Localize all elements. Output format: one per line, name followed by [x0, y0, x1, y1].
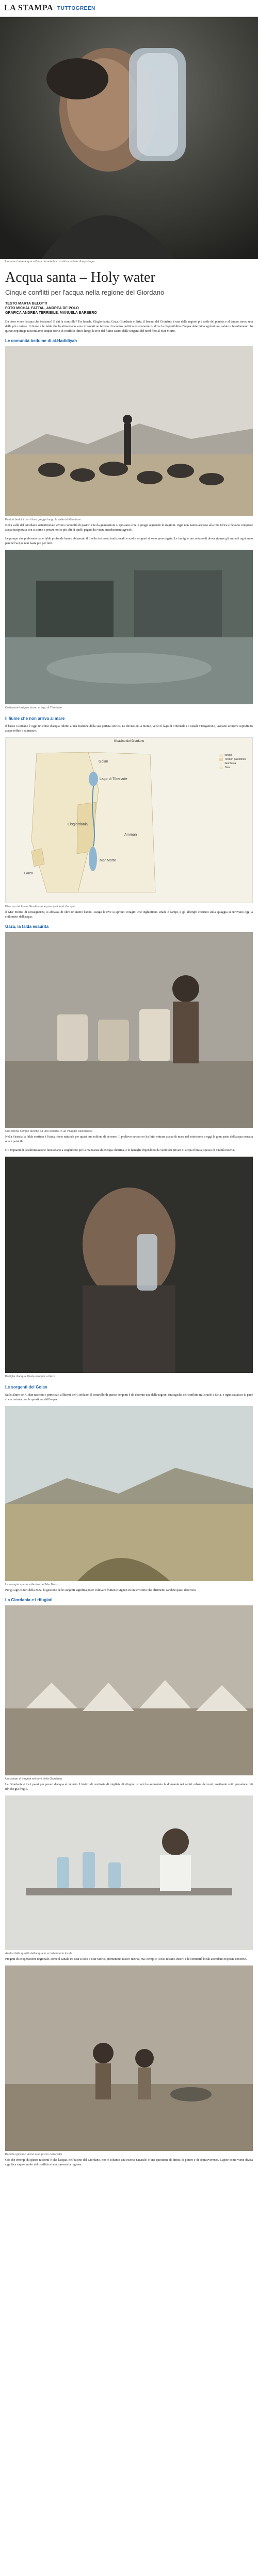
section-heading: Le comunità beduine di al-Hadidiyah — [5, 338, 77, 343]
legend-item: Territori palestinesi — [219, 757, 246, 761]
body-paragraph: Nella valle del Giordano settentrionale vivono comunità di pastori che da generazioni si spostano con le greggi seguendo le stagioni. Oggi non hanno accesso alla rete idrica e devono comprare acqua trasportata con cisterne a prezzi molto più alti di quelli pagati dai vicini insediamenti agricoli. — [5, 523, 253, 532]
lab-photo — [5, 1795, 253, 1950]
section-heading: Le sorgenti del Golan — [5, 1385, 47, 1389]
logo: LA STAMPA — [4, 4, 54, 12]
body-paragraph: Progetti di cooperazione regionale, come il canale tra Mar Rosso e Mar Morto, promettono nuove risorse, ma i tempi e i costi restano incerti e le comunità locali attendono risposte concrete. — [5, 1957, 247, 1961]
hero-caption: Un uomo beve acqua a Gaza durante la crisi idrica — foto di reportage — [5, 260, 94, 263]
map-place-label: Cisgiordania — [68, 823, 88, 826]
closing-photo — [5, 1965, 253, 2151]
body-paragraph: Il basso Giordano è oggi un corso d'acqua ridotto a una frazione della sua portata storica. Le deviazioni a monte, verso il lago di Tiberiade e i canali d'irrigazione, lasciano scorrere soprattutto acque reflue e salmastre. — [5, 724, 253, 733]
body-paragraph: Nella Striscia la falda costiera è l'unica fonte naturale per quasi due milioni di persone. Il prelievo eccessivo ha fatto entrare acqua di mare nel sottosuolo e oggi la gran parte dell'acqua estratta non è potabile. — [5, 1135, 253, 1143]
legend-item: Israele — [219, 753, 246, 757]
section-heading: Il fiume che non arriva al mare — [5, 716, 65, 721]
map-legend — [219, 753, 246, 770]
photo-caption: Pastori beduini con il loro gregge lungo la valle del Giordano — [5, 518, 81, 521]
section-heading: Gaza, la falda esaurita — [5, 924, 49, 929]
body-paragraph: Il Mar Morto, di conseguenza, si abbassa di oltre un metro l'anno. Lungo le rive si aprono voragini che inghiottono strade e campi, e gli alberghi costruiti sulla spiaggia si ritrovano oggi a chilometri dall'acqua. — [5, 910, 253, 919]
article-title: Acqua santa – Holy water — [5, 269, 155, 285]
map-place-label: Golan — [99, 760, 108, 764]
landscape-photo — [5, 1406, 253, 1581]
photo-caption: Bottiglie d'acqua filtrata vendute a Gaza — [5, 1375, 56, 1378]
body-paragraph: Gli impianti di desalinizzazione funzionano a singhiozzo per la mancanza di energia elettrica, e le famiglie dipendono da venditori privati di acqua filtrata, spesso di qualità incerta. — [5, 1148, 235, 1152]
credit-graphics: GRAFICA ANDREA TERRIBILE, MANUELA BARBERO — [5, 311, 97, 315]
map-place-label: Gaza — [24, 872, 33, 875]
camp-photo — [5, 1605, 253, 1775]
map-title: Il bacino del Giordano — [114, 740, 144, 743]
photo-caption: Coltivazioni irrigate vicino al lago di Tiberiade — [5, 706, 62, 709]
credits — [5, 301, 253, 315]
photo-caption: Analisi della qualità dell'acqua in un laboratorio locale — [5, 1952, 73, 1955]
photo-caption: Le voragini aperte sulle rive del Mar Morto — [5, 1583, 58, 1586]
legend-item: Siria — [219, 766, 246, 770]
map-place-label: Lago di Tiberiade — [100, 777, 127, 781]
body-paragraph: Le pompe che prelevano dalle falde profonde hanno abbassato il livello dei pozzi tradizionali, e molte sorgenti si sono prosciugate. Le famiglie raccontano di dover ridurre gli animali ogni anno perché l'acqua non basta più per tutti. — [5, 537, 253, 545]
goats-photo — [5, 346, 253, 516]
photo-caption: Una donna riempie taniche da una cisterna in un villaggio palestinese — [5, 1130, 93, 1133]
basin-map — [5, 737, 253, 903]
section-tag[interactable]: TUTTOGREEN — [57, 5, 95, 11]
photo-caption: Un campo di rifugiati nel nord della Giordania — [5, 1777, 62, 1781]
closing-paragraph: Ciò che emerge da questi racconti è che l'acqua, nel bacino del Giordano, non è soltanto una risorsa naturale: è una questione di diritti, di potere e di sopravvivenza. Capire come viene divisa significa capire molto del conflitto che attraversa la regione. — [5, 2158, 253, 2166]
credit-text: TESTO MARTA BELOTTI — [5, 302, 47, 306]
article-subtitle: Cinque conflitti per l'acqua nella regione del Giordano — [5, 289, 165, 296]
body-paragraph: La Giordania è tra i paesi più poveri d'acqua al mondo. L'arrivo di centinaia di migliaia di rifugiati siriani ha aumentato la domanda nei centri urbani del nord, mettendo sotto pressione reti idriche già fragili. — [5, 1783, 253, 1791]
section-heading: La Giordania e i rifugiati — [5, 1598, 53, 1602]
body-paragraph: Per gli agricoltori della zona, la gestione delle sorgenti significa poter coltivare frutteti e vigneti in un territorio che altrimenti sarebbe quasi desertico. — [5, 1588, 197, 1592]
credit-photo: FOTO MICHAL FATTAL, ANDREA DE POLO — [5, 307, 79, 310]
flood-photo — [5, 550, 253, 704]
jerrycan-photo — [5, 932, 253, 1128]
masthead — [0, 0, 258, 17]
portrait-photo — [5, 1157, 253, 1373]
body-paragraph: Sulle alture del Golan nascono i principali affluenti del Giordano. Il controllo di queste sorgenti è da decenni una delle ragioni strategiche del conflitto tra Israele e Siria, e ogni trattativa di pace si è scontrata con la questione dell'acqua. — [5, 1393, 253, 1401]
map-place-label: Amman — [124, 833, 137, 837]
hero-photo — [0, 17, 258, 259]
photo-caption: Bambini giocano vicino a un pozzo nella valle — [5, 2153, 62, 2156]
intro-paragraph: Da dove viene l'acqua che beviamo? E chi la controlla? Tra Israele, Cisgiordania, Gaza, Giordania e Siria, il bacino del Giordano è una delle regioni più aride del pianeta e al tempo stesso una delle più contese. Il fiume e le falde che lo alimentano sono diventati un terreno di scontro politico ed economico, dove la disponibilità d'acqua determina agricoltura, salute e insediamenti. In questo reportage raccontiamo cinque storie di conflitto idrico lungo le rive del fiume sacro, dalle sorgenti del nord fino al Mar Morto. — [5, 320, 253, 333]
map-caption: Il bacino del fiume Giordano e le principali fonti d'acqua — [5, 905, 75, 908]
map-place-label: Mar Morto — [100, 859, 116, 862]
legend-item: Giordania — [219, 761, 246, 766]
